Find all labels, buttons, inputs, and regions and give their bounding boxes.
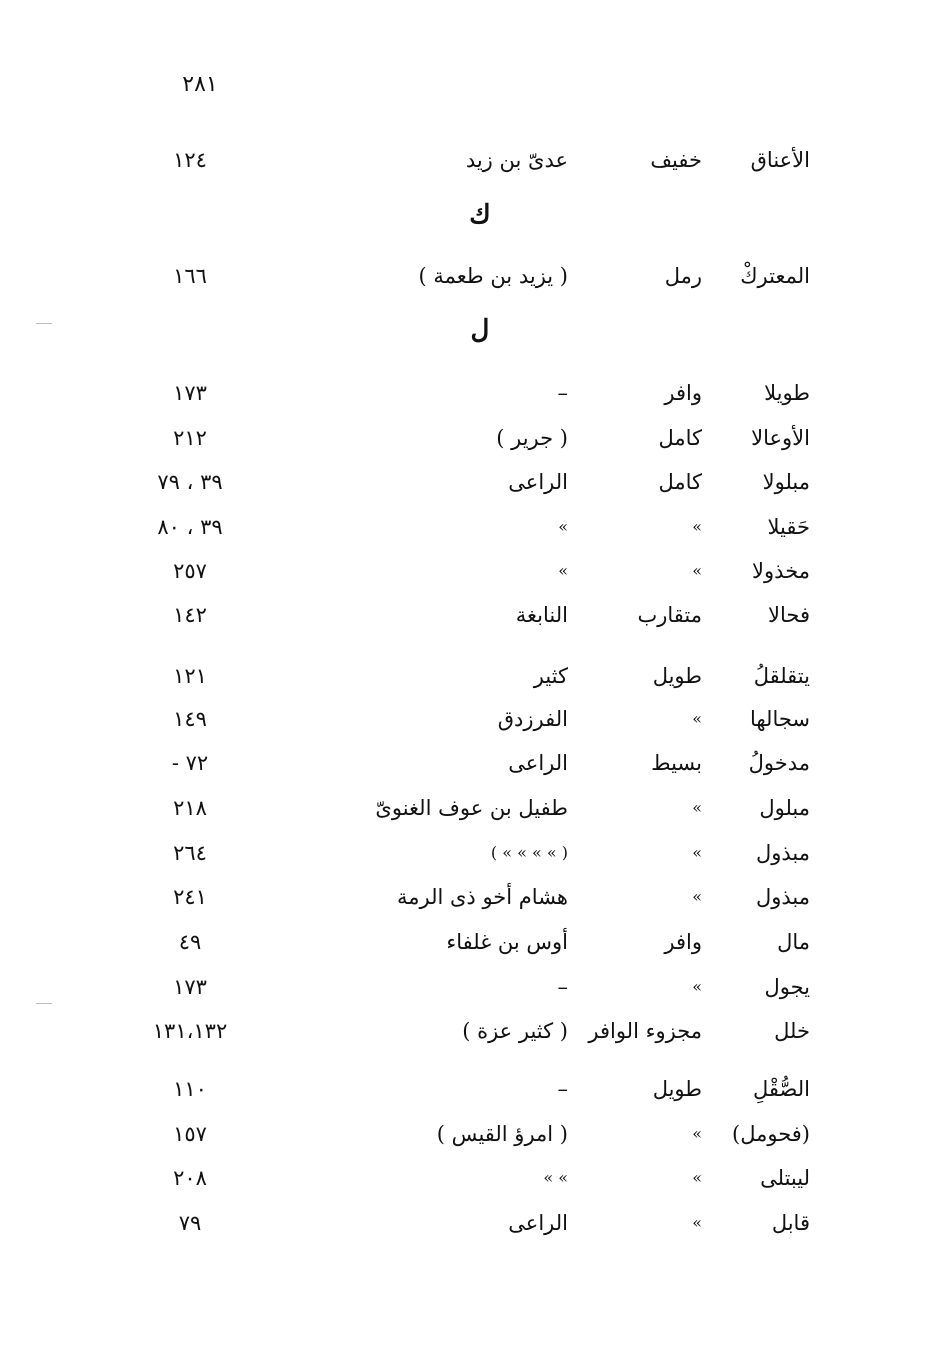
index-row [0,420,936,456]
page-references: ٢٤١ [173,885,207,909]
page-references: ٢٥٧ [173,559,207,583]
meter: » [692,709,702,728]
page-references: ١٣١،١٣٢ [152,1019,228,1043]
rhyme-word: مبذول [755,841,810,865]
page-references: ٢١٢ [173,426,207,450]
meter: » [692,977,702,996]
page-references: ٧٩ [178,1211,202,1235]
section-letter-kaf: ك [469,200,491,230]
index-row [0,745,936,781]
rhyme-word: الأوعالا [751,426,810,450]
rhyme-word: سجالها [749,707,810,731]
rhyme-word: مبلولا [762,470,810,494]
page-references: ١٤٢ [173,603,207,627]
index-row [0,790,936,826]
poet: ( يزيد بن طعمة ) [418,264,568,288]
rhyme-word: ليبتلى [760,1166,810,1190]
index-row [0,1071,936,1107]
poet: الفرزدق [497,707,568,731]
page-references: ٤٩ [178,930,202,954]
meter: » [692,843,702,862]
meter: طويل [652,1077,702,1101]
page-references: ٧٢ - [171,751,209,775]
poet: الراعى [508,470,568,494]
page-references: ٣٩ ، ٨٠ [157,515,223,539]
poet: الراعى [508,1211,568,1235]
page-references: ١٢١ [173,664,207,688]
rhyme-word: المعتركْ [740,264,810,288]
index-row [0,879,936,915]
page-references: ١٥٧ [173,1122,207,1146]
rhyme-word: طويلا [764,381,810,405]
page-references: ٢٦٤ [173,841,207,865]
poet: » » [543,1168,568,1187]
meter: رمل [664,264,702,288]
poet: – [557,1077,568,1101]
index-row [0,597,936,633]
index-row [0,1013,936,1049]
index-row [0,924,936,960]
index-row [0,1205,936,1241]
page-references: ١٦٦ [173,264,207,288]
page-references: ٢١٨ [173,796,207,820]
page-number: ٢٨١ [182,72,218,97]
index-row [0,1116,936,1152]
poet: النابغة [515,603,568,627]
rhyme-word: خلل [774,1019,810,1043]
rhyme-word: قابل [771,1211,810,1235]
rhyme-word: مدخولُ [748,751,810,775]
index-row [0,701,936,737]
page-references: ١١٠ [173,1077,207,1101]
meter: » [692,1213,702,1232]
index-row [0,969,936,1005]
meter: كامل [658,426,702,450]
poet: الراعى [508,751,568,775]
index-row [0,142,936,178]
poet: هشام أخو ذى الرمة [396,885,568,909]
page-references: ١٢٤ [173,148,207,172]
meter: » [692,798,702,817]
meter: كامل [658,470,702,494]
meter: بسيط [651,751,702,775]
page-references: ٢٠٨ [173,1166,207,1190]
rhyme-word: مال [777,930,810,954]
poet: أوس بن غلفاء [446,930,568,954]
rhyme-word: فحالا [768,603,810,627]
meter: خفيف [650,148,702,172]
index-row [0,658,936,694]
poet: ( كثير عزة ) [462,1019,568,1043]
meter: وافر [664,381,702,405]
meter: » [692,561,702,580]
poet: – [557,975,568,999]
index-row [0,509,936,545]
meter: متقارب [637,603,702,627]
meter: وافر [664,930,702,954]
poet: ( » » » » ) [490,843,568,862]
rhyme-word: يجول [764,975,810,999]
index-row [0,258,936,294]
rhyme-word: الأعناق [750,148,810,172]
meter: » [692,517,702,536]
rhyme-word: حَقيلا [767,515,810,539]
meter: طويل [652,664,702,688]
meter: » [692,887,702,906]
poet: عدىّ بن زيد [465,148,568,172]
poet: ( امرؤ القيس ) [436,1122,568,1146]
poet: – [557,381,568,405]
rhyme-word: مبلول [759,796,810,820]
rhyme-word: مخذولا [752,559,810,583]
section-letter-lam: ل [470,315,490,345]
page-references: ١٧٣ [173,381,207,405]
index-row [0,375,936,411]
meter: » [692,1168,702,1187]
rhyme-word: (فحومل) [732,1122,810,1146]
edge-mark-left [36,323,52,324]
poet: » [558,517,568,536]
index-row [0,553,936,589]
rhyme-word: يتقلقلُ [753,664,810,688]
poet: » [558,561,568,580]
index-row [0,464,936,500]
page-references: ٣٩ ، ٧٩ [157,470,223,494]
rhyme-word: الصُّقْلِ [753,1077,810,1101]
page-references: ١٤٩ [173,707,207,731]
index-row [0,835,936,871]
index-row [0,1160,936,1196]
meter: » [692,1124,702,1143]
poet: كثير [533,664,568,688]
poet: طفيل بن عوف الغنوىّ [375,796,568,820]
poet: ( جرير ) [496,426,568,450]
page-references: ١٧٣ [173,975,207,999]
meter: مجزوء الوافر [588,1019,702,1043]
rhyme-word: مبذول [755,885,810,909]
